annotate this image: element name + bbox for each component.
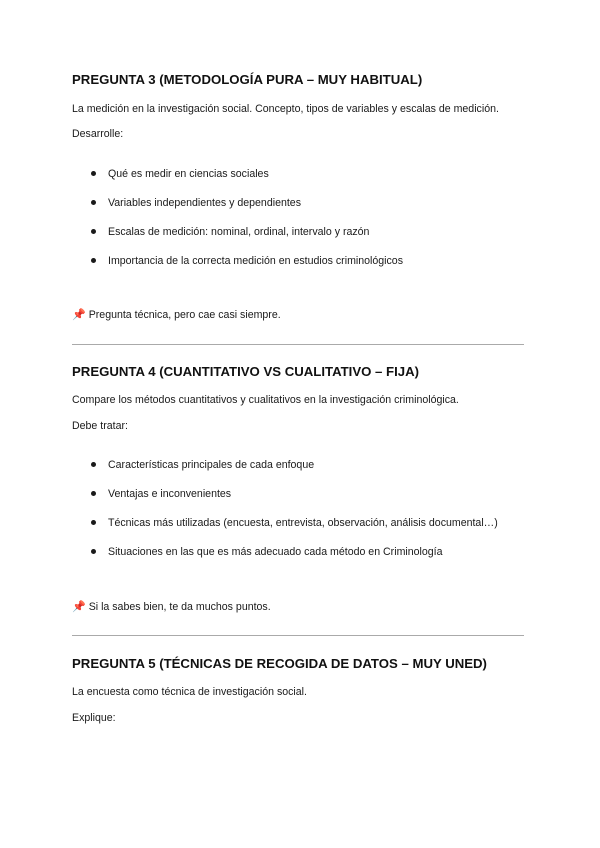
list-item-text: Ventajas e inconvenientes	[108, 488, 232, 500]
section-intro-4: Compare los métodos cuantitativos y cualitativos en la investigación criminológica.	[72, 394, 459, 406]
section-note-4	[72, 600, 271, 614]
section-intro-5: La encuesta como técnica de investigación social.	[72, 686, 307, 698]
list-item	[72, 225, 528, 239]
list-item	[72, 545, 528, 559]
bullet-icon	[91, 200, 96, 205]
list-item-text: Características principales de cada enfoque	[108, 459, 315, 471]
bullet-icon	[91, 462, 96, 467]
list-item	[72, 516, 528, 530]
bullet-icon	[91, 549, 96, 554]
section-title-5: PREGUNTA 5 (TÉCNICAS DE RECOGIDA DE DATOS – MUY UNED)	[72, 656, 487, 671]
bullet-icon	[91, 258, 96, 263]
pushpin-icon: 📌	[72, 601, 86, 613]
divider	[72, 344, 524, 345]
section-lead-5: Explique:	[72, 712, 116, 724]
list-item	[72, 458, 528, 472]
list-item-text: Técnicas más utilizadas (encuesta, entrevista, observación, análisis documental…)	[108, 517, 498, 529]
section-note-3	[72, 308, 281, 322]
bullet-list-4	[72, 458, 528, 559]
list-item	[72, 254, 528, 268]
bullet-icon	[91, 171, 96, 176]
bullet-list-3	[72, 167, 528, 268]
list-item-text: Situaciones en las que es más adecuado cada método en Criminología	[108, 546, 443, 558]
list-item	[72, 196, 528, 210]
list-item-text: Escalas de medición: nominal, ordinal, intervalo y razón	[108, 226, 370, 238]
bullet-icon	[91, 520, 96, 525]
bullet-icon	[91, 491, 96, 496]
divider	[72, 635, 524, 636]
note-text: Pregunta técnica, pero cae casi siempre.	[88, 309, 281, 321]
section-intro-3: La medición en la investigación social. Concepto, tipos de variables y escalas de medición.	[72, 103, 499, 115]
note-text: Si la sabes bien, te da muchos puntos.	[88, 601, 271, 613]
list-item-text: Variables independientes y dependientes	[108, 197, 301, 209]
section-title-4: PREGUNTA 4 (CUANTITATIVO VS CUALITATIVO – FIJA)	[72, 364, 420, 379]
list-item-text: Importancia de la correcta medición en estudios criminológicos	[108, 255, 404, 267]
section-lead-3: Desarrolle:	[72, 128, 124, 140]
bullet-icon	[91, 229, 96, 234]
list-item	[72, 487, 528, 501]
section-lead-4: Debe tratar:	[72, 420, 128, 432]
list-item	[72, 167, 528, 181]
pushpin-icon: 📌	[72, 309, 86, 321]
section-title-3: PREGUNTA 3 (METODOLOGÍA PURA – MUY HABITUAL)	[72, 72, 423, 87]
list-item-text: Qué es medir en ciencias sociales	[108, 168, 269, 180]
